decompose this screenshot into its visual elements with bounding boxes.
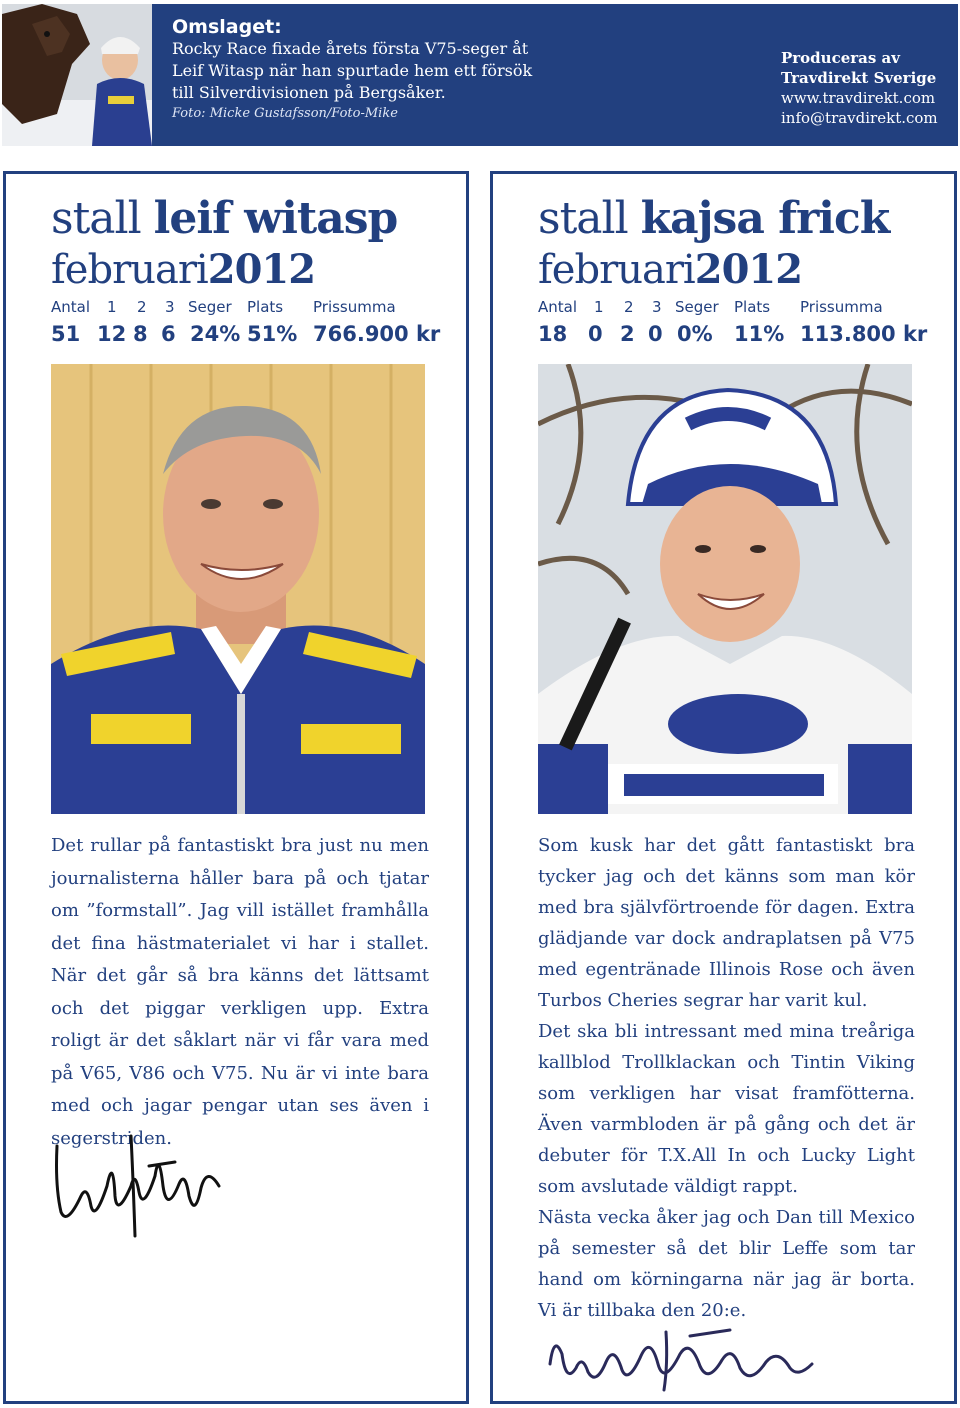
signature-leif-witasp — [51, 1126, 231, 1246]
stats-antal: 51 — [51, 322, 81, 346]
stable-period — [538, 246, 802, 294]
stats-header-third: 3 — [652, 298, 662, 316]
quote-paragraph: Det rullar på fantastiskt bra just nu men journalisterna håller bara på och tjatar om ”formstall”. Jag vill istället framhålla det fina hästmaterialet vi har i stallet. När det går så bra känns det lättsamt och det piggar verkligen upp. Extra roligt är det såklart när vi får vara med på V65, V86 och V75. Nu är vi inte bara med och jagar pengar utan ses även i segerstriden. — [51, 835, 429, 1149]
stats-first: 0 — [588, 322, 603, 346]
stats-first: 12 — [97, 322, 127, 346]
producer-email-link[interactable]: info@travdirekt.com — [781, 109, 938, 127]
stable-period — [51, 246, 315, 294]
stats-seger: 24% — [190, 322, 241, 346]
cover-line: Leif Witasp när han spurtade hem ett försök — [172, 61, 533, 80]
producer-name: Travdirekt Sverige — [781, 69, 937, 87]
stats-third: 0 — [648, 322, 663, 346]
stats-second: 8 — [133, 322, 148, 346]
portrait-leif-witasp — [51, 364, 425, 814]
stats-header-third: 3 — [165, 298, 175, 316]
cover-line: till Silverdivisionen på Bergsåker. — [172, 83, 446, 102]
stats-header-prissumma: Prissumma — [800, 298, 883, 316]
stats-header-seger: Seger — [188, 298, 232, 316]
quote-text — [51, 830, 429, 1155]
cover-line: Rocky Race fixade årets första V75-seger åt — [172, 39, 529, 58]
stable-prefix: stall — [51, 193, 141, 244]
signature-kajsa-frick — [540, 1324, 820, 1394]
quote-text — [538, 830, 915, 1326]
stable-year: 2012 — [694, 246, 803, 293]
stats-third: 6 — [161, 322, 176, 346]
stable-year: 2012 — [207, 246, 316, 293]
stats-header-second: 2 — [624, 298, 634, 316]
stable-title — [538, 194, 889, 244]
stable-card-leif-witasp — [3, 171, 469, 1404]
quote-paragraph: Nästa vecka åker jag och Dan till Mexico på semester så det blir Leffe som tar hand om körningarna när jag är borta. Vi är tillbaka den 20:e. — [538, 1207, 915, 1321]
stable-title — [51, 194, 397, 244]
header — [0, 0, 960, 146]
stats-header-antal: Antal — [538, 298, 578, 316]
stats-second: 2 — [620, 322, 635, 346]
quote-paragraph: Som kusk har det gått fantastiskt bra tycker jag och det känns som man kör med bra självförtroende för dagen. Extra glädjande var dock andraplatsen på V75 med egentränade Illinois Rose och även Turbos Cheries segrar har varit kul. — [538, 835, 915, 1011]
cover-title: Omslaget: — [172, 16, 282, 38]
stats-header-plats: Plats — [247, 298, 284, 316]
stable-card-kajsa-frick — [490, 171, 957, 1404]
stats-seger: 0% — [677, 322, 713, 346]
stats-header-seger: Seger — [675, 298, 719, 316]
stats-prissumma: 766.900 kr — [313, 322, 441, 346]
stable-month: februari — [538, 247, 695, 293]
stats-header-prissumma: Prissumma — [313, 298, 396, 316]
stats-header-antal: Antal — [51, 298, 91, 316]
quote-paragraph: Det ska bli intressant med mina treåriga kallblod Trollklackan och Tintin Viking som verkligen har visat framfötterna. Även varmbloden är på gång och det är debuter för T.X.All In och Lucky Light som avslutade väldigt rappt. — [538, 1021, 915, 1197]
stats-header-plats: Plats — [734, 298, 771, 316]
producer-info — [781, 48, 956, 128]
stats-header-second: 2 — [137, 298, 147, 316]
producer-web-link[interactable]: www.travdirekt.com — [781, 89, 936, 107]
stable-name: kajsa frick — [640, 193, 890, 244]
stable-prefix: stall — [538, 193, 628, 244]
cover-photo — [2, 4, 152, 146]
stats-header-first: 1 — [107, 298, 117, 316]
producer-label: Produceras av — [781, 49, 900, 67]
stats-header-first: 1 — [594, 298, 604, 316]
stats-plats: 11% — [734, 322, 785, 346]
stats-antal: 18 — [538, 322, 568, 346]
cover-caption — [172, 16, 582, 124]
stable-name: leif witasp — [153, 193, 398, 244]
portrait-kajsa-frick — [538, 364, 912, 814]
stats-prissumma: 113.800 kr — [800, 322, 928, 346]
stats-plats: 51% — [247, 322, 298, 346]
stable-month: februari — [51, 247, 208, 293]
photo-credit: Foto: Micke Gustafsson/Foto-Mike — [172, 106, 398, 121]
